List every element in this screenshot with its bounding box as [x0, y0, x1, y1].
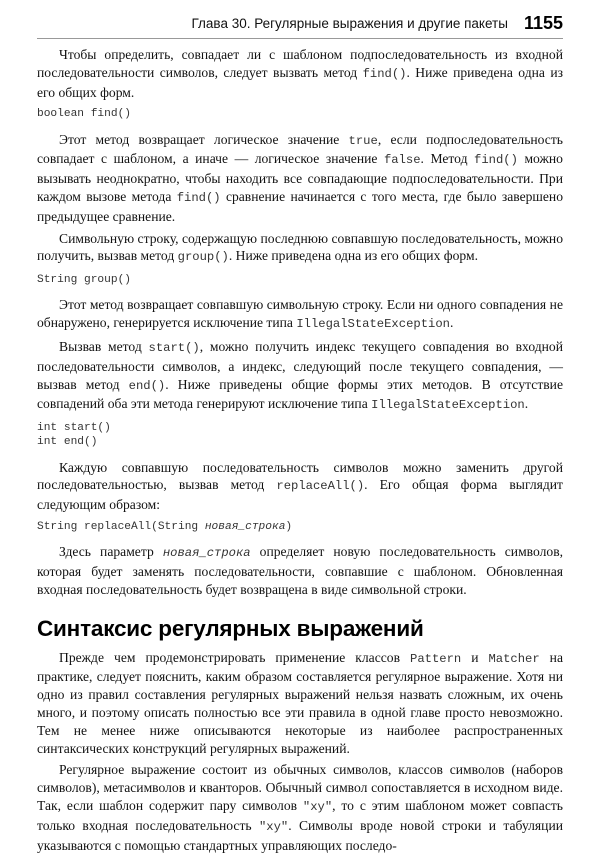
text: сравнение начинается с того места, где было завершено предыдущее сравнение. [37, 188, 563, 224]
page-body [37, 46, 563, 858]
code-group-signature: String group() [37, 274, 131, 287]
inline-code: IllegalStateException [296, 317, 450, 332]
text: и [461, 649, 489, 665]
text: . Его общая форма выглядит следующим образом: [37, 477, 563, 513]
code-text: ) [285, 520, 293, 533]
inline-code: find() [176, 190, 221, 205]
inline-code: false [383, 153, 421, 168]
inline-code: "xy" [302, 799, 333, 814]
text: . Ниже приведена одна из его общих форм. [37, 64, 563, 100]
inline-code: Matcher [488, 651, 540, 666]
text: . Ниже приведена одна из его общих форм. [228, 248, 478, 264]
text: Этот метод возвращает совпавшую символьную строку. Если ни одного совпадения не обнаружено, генерируется исключение типа [37, 297, 563, 331]
paragraph-replaceall-description [37, 543, 563, 598]
text: Регулярное выражение состоит из обычных символов, классов символов (наборов символов), метасимволов и кванторов. Обычный символ сопоставляется в исходном виде. Так, если шаблон содержит пару символов [37, 762, 563, 813]
inline-code: IllegalStateException [371, 398, 525, 413]
code-replaceall-signature [37, 520, 563, 534]
paragraph-group-intro [37, 230, 563, 268]
paragraph-start-end [37, 338, 563, 415]
paragraph-find-description [37, 131, 563, 226]
text: Символьную строку, содержащую последнюю совпавшую последовательность, можно получить, вызвав метод [37, 230, 563, 264]
inline-code: replaceAll() [276, 479, 365, 494]
inline-code: find() [474, 153, 518, 168]
text: Здесь параметр [59, 544, 163, 560]
paragraph-group-description [37, 296, 563, 334]
chapter-title: Глава 30. Регулярные выражения и другие пакеты [191, 15, 508, 31]
header-rule [37, 38, 563, 39]
code-param-italic: новая_строка [204, 520, 286, 533]
inline-code: end() [128, 378, 166, 393]
text: можно вызывать неоднократно, чтобы находить все совпадающие подпоследовательности. При каждом вызове метода [37, 151, 563, 204]
section-heading: Синтаксис регулярных выражений [37, 615, 424, 641]
text: Вызвав метод [59, 338, 149, 354]
paragraph-replaceall-intro [37, 459, 563, 514]
text: . [449, 315, 454, 331]
code-find-signature: boolean find() [37, 108, 131, 121]
paragraph-syntax-intro [37, 649, 563, 758]
paragraph-find-intro [37, 46, 563, 101]
running-header [37, 10, 563, 36]
page-number: 1155 [523, 12, 563, 33]
inline-code: group() [177, 250, 229, 265]
code-start-end-signatures: int start() int end() [37, 422, 111, 449]
text: . Символы вроде новой строки и табуляции указываются с помощью стандартных управляющих последо- [37, 817, 564, 853]
text: Чтобы определить, совпадает ли с шаблоном подпоследовательность из входной последовательности символов, следует вызвать метод [37, 47, 563, 80]
text: , можно получить индекс текущего совпадения во входной последовательности символов, а индекс, следующий после текущего совпадения, — вызвав метод [37, 338, 564, 392]
paragraph-syntax-elements [37, 761, 563, 854]
inline-code: "xy" [258, 819, 289, 834]
text: Этот метод возвращает логическое значение [59, 131, 349, 147]
text: . Ниже приведены общие формы этих методов. В отсутствие совпадений оба эти метода генерируют исключение типа [37, 376, 563, 412]
inline-code: true [348, 133, 378, 148]
text: . Метод [420, 151, 475, 167]
inline-code: find() [362, 66, 407, 81]
text: Каждую совпавшую последовательность символов можно заменить другой последовательностью, вызвав метод [37, 459, 563, 493]
inline-code: start() [148, 340, 200, 355]
code-text: String replaceAll(String [37, 520, 205, 533]
text: на практике, следует пояснить, каким образом составляется регулярное выражение. Хотя ни одно из правил составления регулярных выражений нельзя назвать сложным, их очень много, и поэтому описать полностью все эти правила в одной главе просто невозможно. Тем не менее ниже описываются некоторые из наиболее распространенных синтаксических конструкций регулярных выражений. [37, 649, 563, 756]
text: , то с этим шаблоном может совпасть только входная последовательность [37, 797, 563, 833]
text: определяет новую последовательность символов, которая будет заменять последовательности, совпавшие с шаблоном. Обновленная входная последовательность будет возвращена в виде символьной строки. [37, 544, 564, 597]
text: , если подпоследовательность совпадает с шаблоном, а иначе — логическое значение [37, 131, 563, 167]
text: Прежде чем продемонстрировать применение классов [59, 649, 410, 665]
inline-code: Pattern [410, 651, 462, 666]
inline-code-italic: новая_строка [162, 546, 251, 561]
text: . [524, 396, 529, 412]
